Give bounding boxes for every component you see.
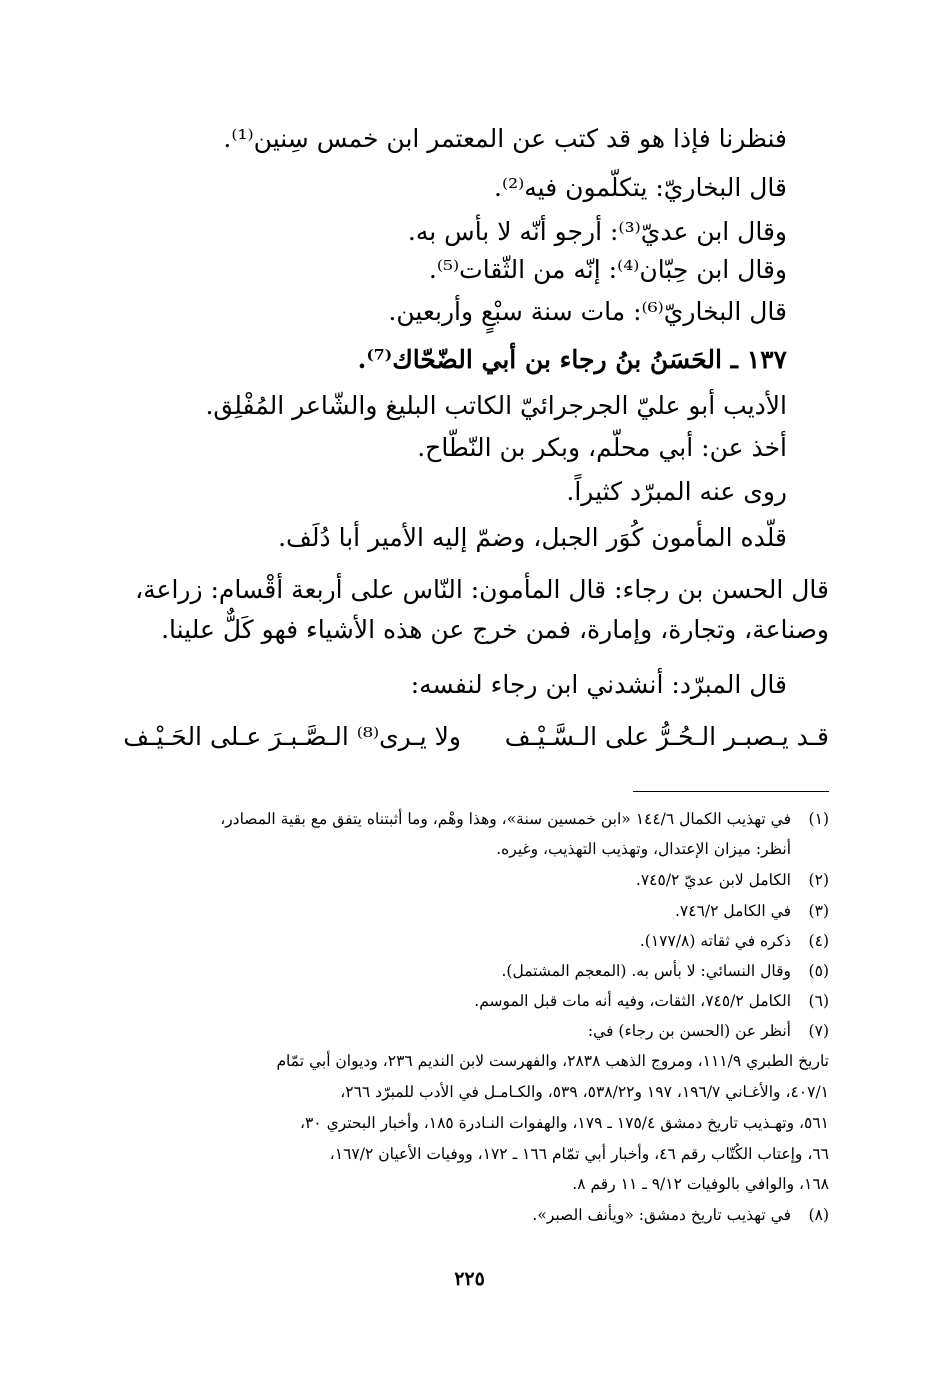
footnote-number: (١) [808,810,829,828]
footnote-line [340,1083,829,1102]
footnote-line [501,962,829,981]
text-line: روى عنه المبرّد كثيراً. [566,477,787,506]
footnote-text: في تهذيب تاريخ دمشق: «ويأنف الصبر». [532,1206,791,1224]
footnote-line [496,840,829,859]
footnote-line [474,992,829,1011]
text-line: وصناعة، وتجارة، وإمارة، فمن خرج عن هذه الأشياء فهو كَلٌّ علينا. [161,615,829,644]
footnote-text: الكامل ٧٤٥/٢، الثقات، وفيه أنه مات قبل الموسم. [474,992,791,1010]
footnote-text: وقال النسائي: لا بأس به. (المعجم المشتمل). [501,962,791,980]
text-line: الأديب أبو عليّ الجرجرائيّ الكاتب البليغ والشّاعر المُفْلِق. [205,391,787,420]
text-line: وقال ابن عديّ⁽³⁾: أرجو أنّه لا بأس به. [407,217,787,246]
footnote-number: (٦) [808,992,829,1010]
text-line: وقال ابن حِبّان⁽⁴⁾: إنّه من الثّقات⁽⁵⁾. [428,255,787,284]
footnote-number: (٤) [808,932,829,950]
text-line: قلّده المأمون كُوَر الجبل، وضمّ إليه الأمير أبا دُلَف. [278,523,787,552]
footnote-separator [633,791,829,792]
text-line: قال المبرّد: أنشدني ابن رجاء لنفسه: [410,670,787,699]
footnote-line [300,1114,829,1133]
footnote-text: ذكره في ثقاته (١٧٧/٨). [639,932,791,950]
footnote-line [588,1022,829,1041]
footnote-text: أنظر عن (الحسن بن رجاء) في: [587,1022,791,1040]
text-line: قال البخاريّ: يتكلّمون فيه⁽²⁾. [494,173,787,202]
footnote-text: في الكامل ٧٤٦/٢. [674,902,791,920]
footnote-line [675,902,829,921]
footnote-line [532,1206,829,1225]
footnote-line [572,1175,829,1194]
footnote-text: ٤٠٧/١، والأغـاني ١٩٦/٧، ١٩٧ و٥٣٨/٢٢، ٥٣٩، والكـامـل في الأدب للمبرّد ٢٦٦، [340,1083,829,1101]
footnote-text: أنظر: ميزان الإعتدال، وتهذيب التهذيب، وغيره. [496,840,791,858]
footnote-text: ١٦٨، والوافي بالوفيات ٩/١٢ ـ ١١ رقم ٨. [572,1175,829,1193]
footnote-number: (٢) [808,871,829,889]
footnote-number: (٨) [808,1206,829,1224]
footnote-number: (٧) [808,1022,829,1040]
verse-second-hemistich: ولا يـرى⁽⁸⁾ الـصَّـبـرَ عـلى الحَـيْـف [123,722,461,751]
footnote-line [220,810,829,829]
text-line: قال البخاريّ⁽⁶⁾: مات سنة سبْعٍ وأربعين. [388,297,787,326]
footnote-line [330,1145,829,1164]
footnote-line [636,871,829,890]
verse-first-hemistich: قـد يـصبـر الـحُـرُّ على الـسَّـيْـف [504,722,829,751]
text-line: قال الحسن بن رجاء: قال المأمون: النّاس على أربعة أقْسام: زراعة، [135,575,829,604]
footnote-text: الكامل لابن عديّ ٧٤٥/٢. [635,871,791,889]
text-line: فنظرنا فإذا هو قد كتب عن المعتمر ابن خمس سِنين⁽¹⁾. [223,124,787,153]
footnote-line [640,932,829,951]
footnote-number: (٥) [808,962,829,980]
footnote-text: تاريخ الطبري ١١١/٩، ومروج الذهب ٢٨٣٨، والفهرست لابن النديم ٢٣٦، وديوان أبي تمّام [276,1052,829,1070]
page-number: ٢٢٥ [454,1268,485,1290]
footnote-text: في تهذيب الكمال ١٤٤/٦ «ابن خمسين سنة»، وهذا وهْم، وما أثبتناه يتفق مع بقية المصادر، [220,810,791,828]
footnote-line [276,1052,829,1071]
footnote-text: ٦٦، وإعتاب الكُتّاب رقم ٤٦، وأخبار أبي تمّام ١٦٦ ـ ١٧٢، ووفيات الأعيان ١٦٧/٢، [329,1145,829,1163]
text-line: أخذ عن: أبي محلّم، وبكر بن النّطّاح. [417,433,787,462]
footnote-number: (٣) [808,902,829,920]
footnote-text: ٥٦١، وتهـذيب تاريخ دمشق ١٧٥/٤ ـ ١٧٩، والهفوات النـادرة ١٨٥، وأخبار البحتري ٣٠، [299,1114,829,1132]
entry-title: ١٣٧ ـ الحَسَنُ بنُ رجاء بن أبي الضّحّاك⁽⁷⁾. [357,345,787,374]
